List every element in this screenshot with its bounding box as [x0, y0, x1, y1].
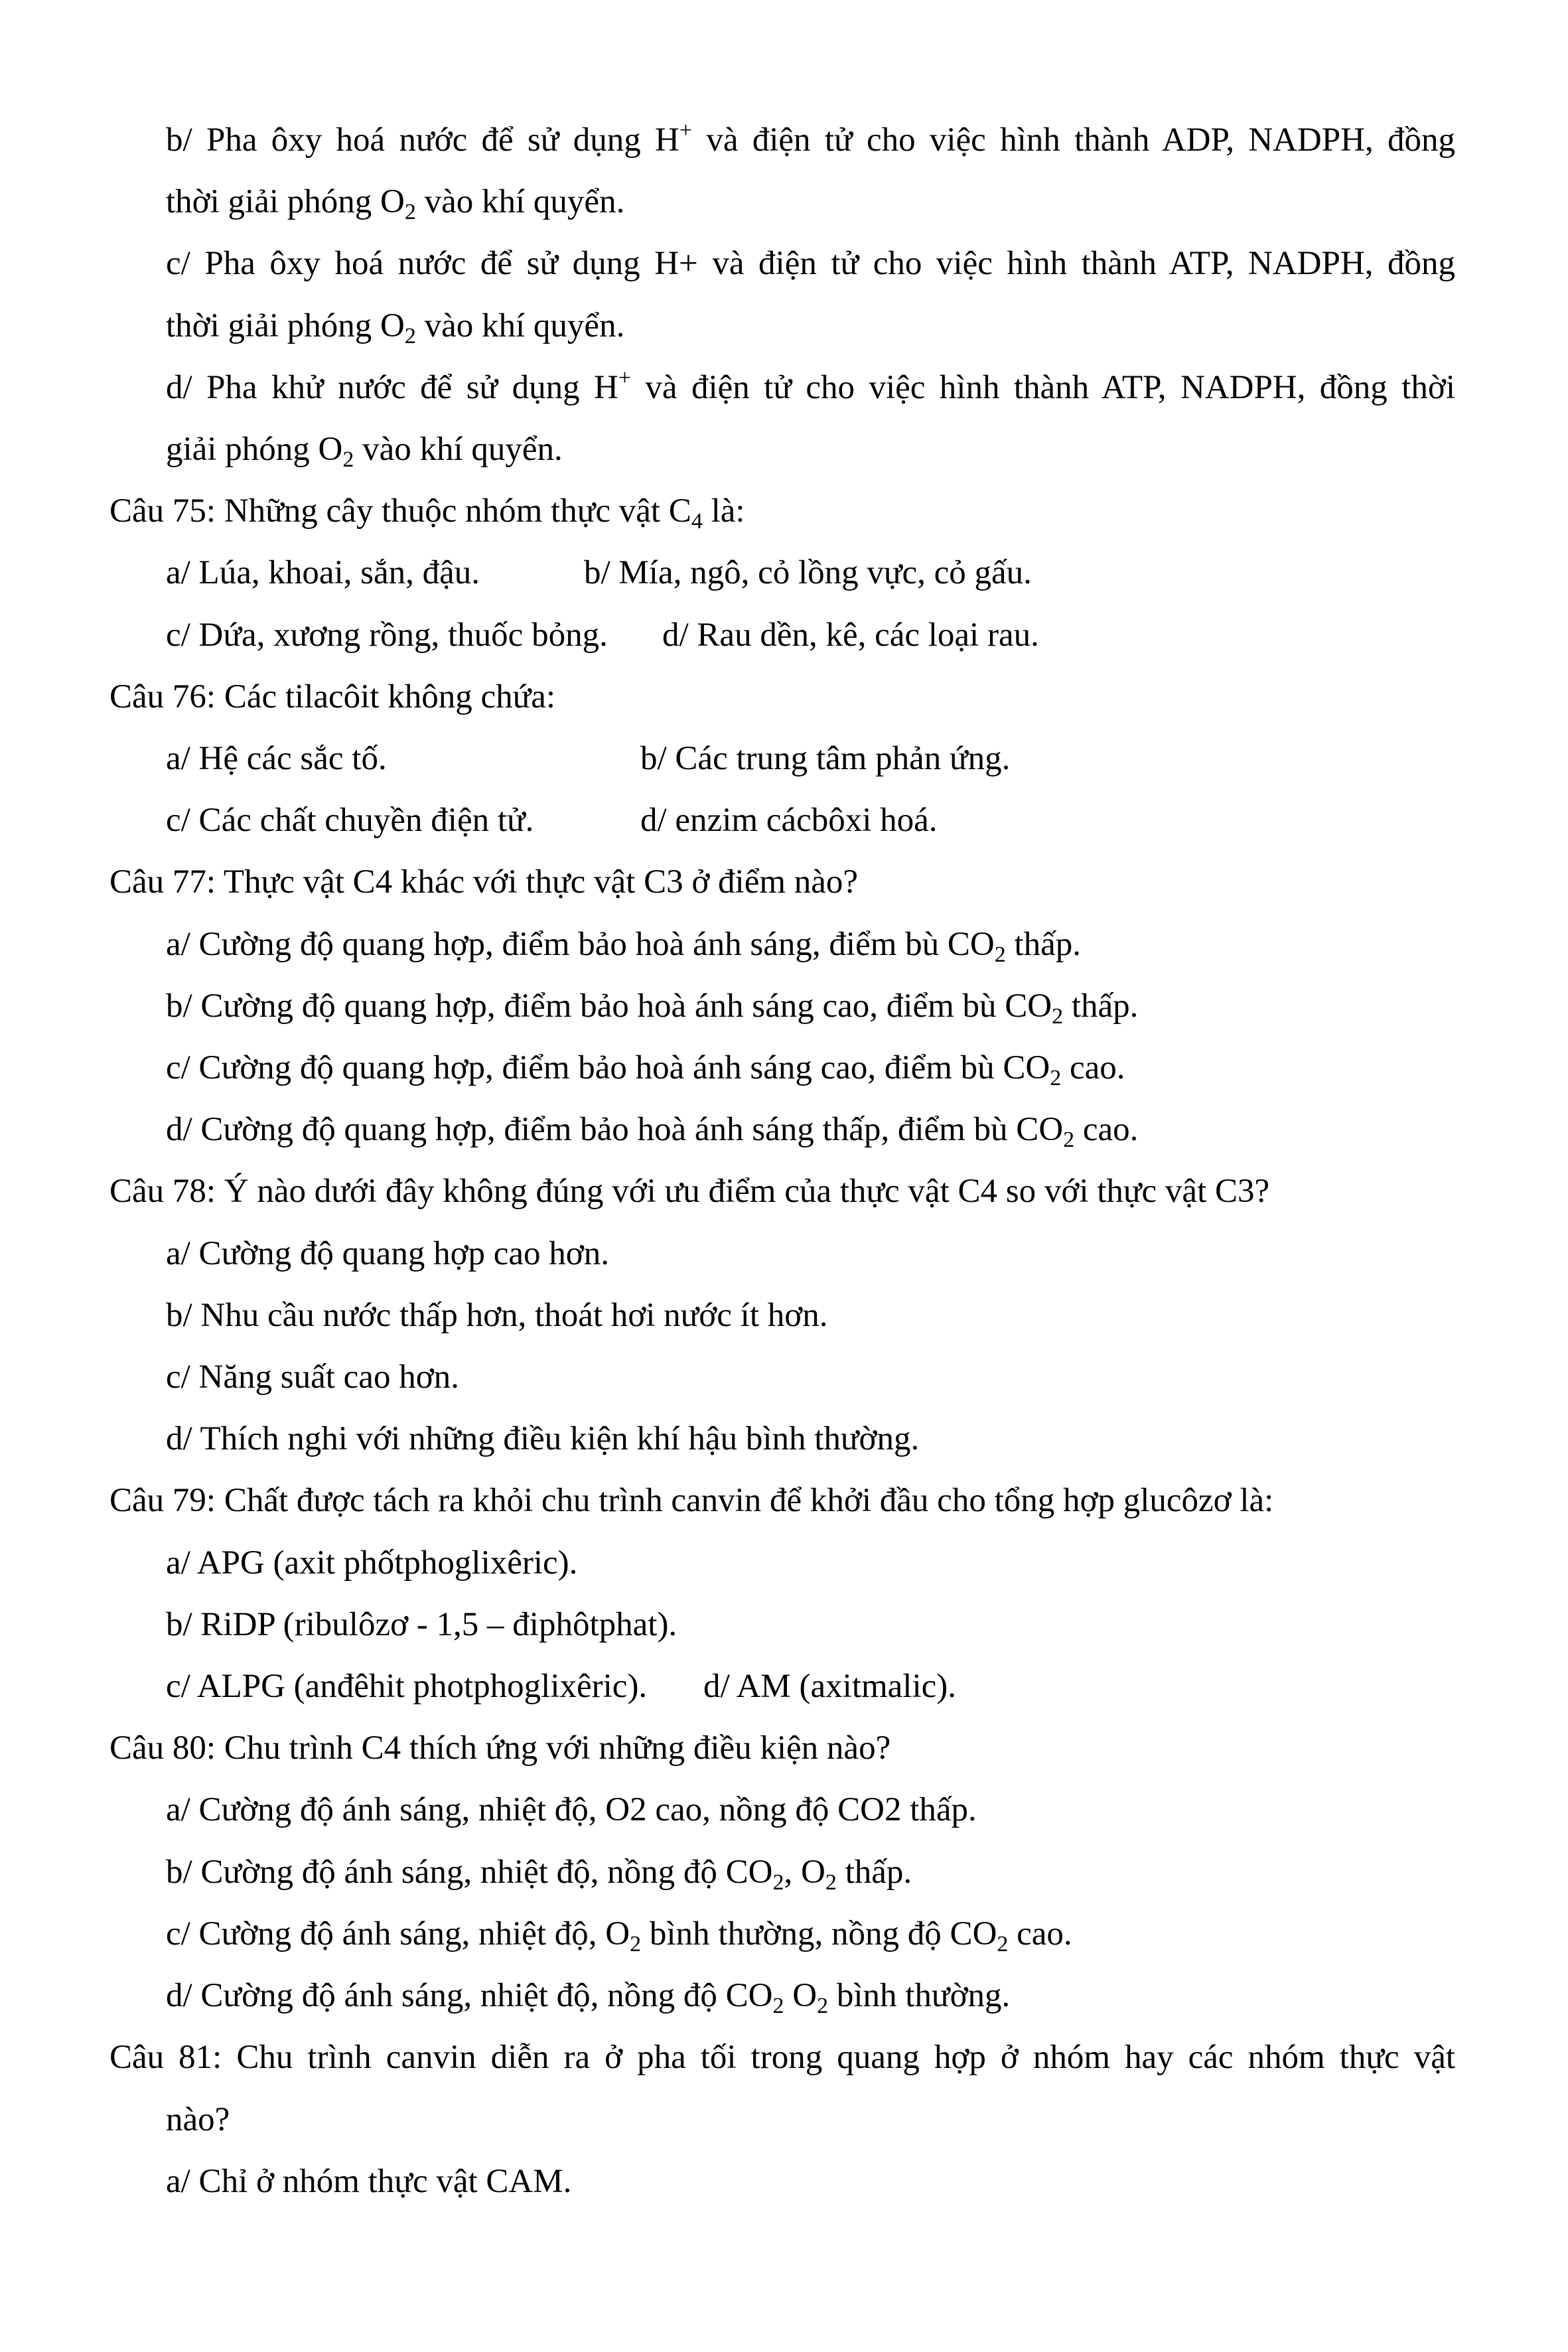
option-a: a/ Lúa, khoai, sắn, đậu. — [166, 554, 480, 592]
option-d: d/ Cường độ ánh sáng, nhiệt độ, nồng độ $CO_2$ $O_2$ bình thường. — [166, 1977, 1011, 2019]
option-d: d/ Rau dền, kê, các loại rau. — [662, 616, 1039, 654]
question-79: Câu 79: Chất được tách ra khỏi chu trình canvin để khởi đầu cho tổng hợp glucôzơ là: — [109, 1482, 1274, 1520]
option-c: c/ Cường độ ánh sáng, nhiệt độ, $O_2$ bình thường, nồng độ $CO_2$ cao. — [166, 1915, 1072, 1956]
question-76: Câu 76: Các tilacôit không chứa: — [109, 678, 556, 715]
option-a: a/ APG (axit phốtphoglixêric). — [166, 1544, 578, 1581]
option-d: d/ enzim cácbôxi hoá. — [640, 802, 938, 840]
option-d: d/ Pha khử nước để sử dụng H+ và điện tử cho việc hình thành ATP, NADPH, đồng thời — [166, 365, 1455, 406]
option-c: c/ Năng suất cao hơn. — [166, 1359, 459, 1396]
option-b: b/ Mía, ngô, cỏ lồng vực, cỏ gấu. — [584, 554, 1032, 592]
question-77: Câu 77: Thực vật C4 khác với thực vật C3 ở điểm nào? — [109, 863, 859, 901]
option-b: b/ RiDP (ribulôzơ - 1,5 – điphôtphat). — [166, 1605, 677, 1643]
option-a: a/ Cường độ quang hợp, điểm bảo hoà ánh sáng, điểm bù $CO_2$ thấp. — [166, 925, 1082, 967]
option-c: c/ ALPG (anđêhit photphoglixêric). — [166, 1668, 648, 1706]
option-c: c/ Pha ôxy hoá nước để sử dụng H+ và điện tử cho việc hình thành ATP, NADPH, đồng — [166, 245, 1455, 283]
option-a: a/ Cường độ ánh sáng, nhiệt độ, O2 cao, nồng độ CO2 thấp. — [166, 1791, 977, 1829]
option-a: a/ Cường độ quang hợp cao hơn. — [166, 1234, 610, 1272]
option-b: b/ Nhu cầu nước thấp hơn, thoát hơi nước ít hơn. — [166, 1296, 828, 1334]
question-81: Câu 81: Chu trình canvin diễn ra ở pha tối trong quang hợp ở nhóm hay các nhóm thực vật — [109, 2039, 1455, 2077]
option-b: b/ Các trung tâm phản ứng. — [640, 740, 1011, 778]
question-75: Câu 75: Những cây thuộc nhóm thực vật $C_4$ là: — [109, 492, 745, 534]
option-c: c/ Cường độ quang hợp, điểm bảo hoà ánh sáng cao, điểm bù $CO_2$ cao. — [166, 1049, 1125, 1091]
option-a: a/ Hệ các sắc tố. — [166, 740, 387, 778]
option-d: d/ Thích nghi với những điều kiện khí hậu bình thường. — [166, 1420, 920, 1458]
option-d: d/ AM (axitmalic). — [703, 1668, 957, 1706]
question-81-cont: nào? — [166, 2100, 230, 2138]
option-d: d/ Cường độ quang hợp, điểm bảo hoà ánh sáng thấp, điểm bù $CO_2$ cao. — [166, 1111, 1139, 1153]
option-b: b/ Pha ôxy hoá nước để sử dụng H+ và điện tử cho việc hình thành ADP, NADPH, đồng — [166, 118, 1455, 159]
question-80: Câu 80: Chu trình C4 thích ứng với những điều kiện nào? — [109, 1729, 891, 1767]
question-76-options-ab — [109, 728, 1455, 790]
question-79-options-cd — [109, 1656, 1455, 1718]
question-75-options-cd — [109, 605, 1455, 666]
option-d-cont: giải phóng $O_2$ vào khí quyển. — [166, 431, 563, 473]
option-b-cont: thời giải phóng $O_2$ vào khí quyển. — [166, 183, 625, 225]
question-76-options-cd — [109, 790, 1455, 851]
question-75-options-ab — [109, 542, 1455, 604]
option-b: b/ Cường độ ánh sáng, nhiệt độ, nồng độ $CO_2$, $O_2$ thấp. — [166, 1853, 912, 1895]
question-78: Câu 78: Ý nào dưới đây không đúng với ưu điểm của thực vật C4 so với thực vật C3? — [109, 1173, 1270, 1211]
option-c: c/ Dứa, xương rồng, thuốc bỏng. — [166, 616, 608, 654]
option-b: b/ Cường độ quang hợp, điểm bảo hoà ánh sáng cao, điểm bù $CO_2$ thấp. — [166, 987, 1139, 1029]
option-a: a/ Chỉ ở nhóm thực vật CAM. — [166, 2162, 572, 2200]
option-c: c/ Các chất chuyền điện tử. — [166, 802, 534, 840]
option-c-cont: thời giải phóng $O_2$ vào khí quyển. — [166, 307, 625, 348]
